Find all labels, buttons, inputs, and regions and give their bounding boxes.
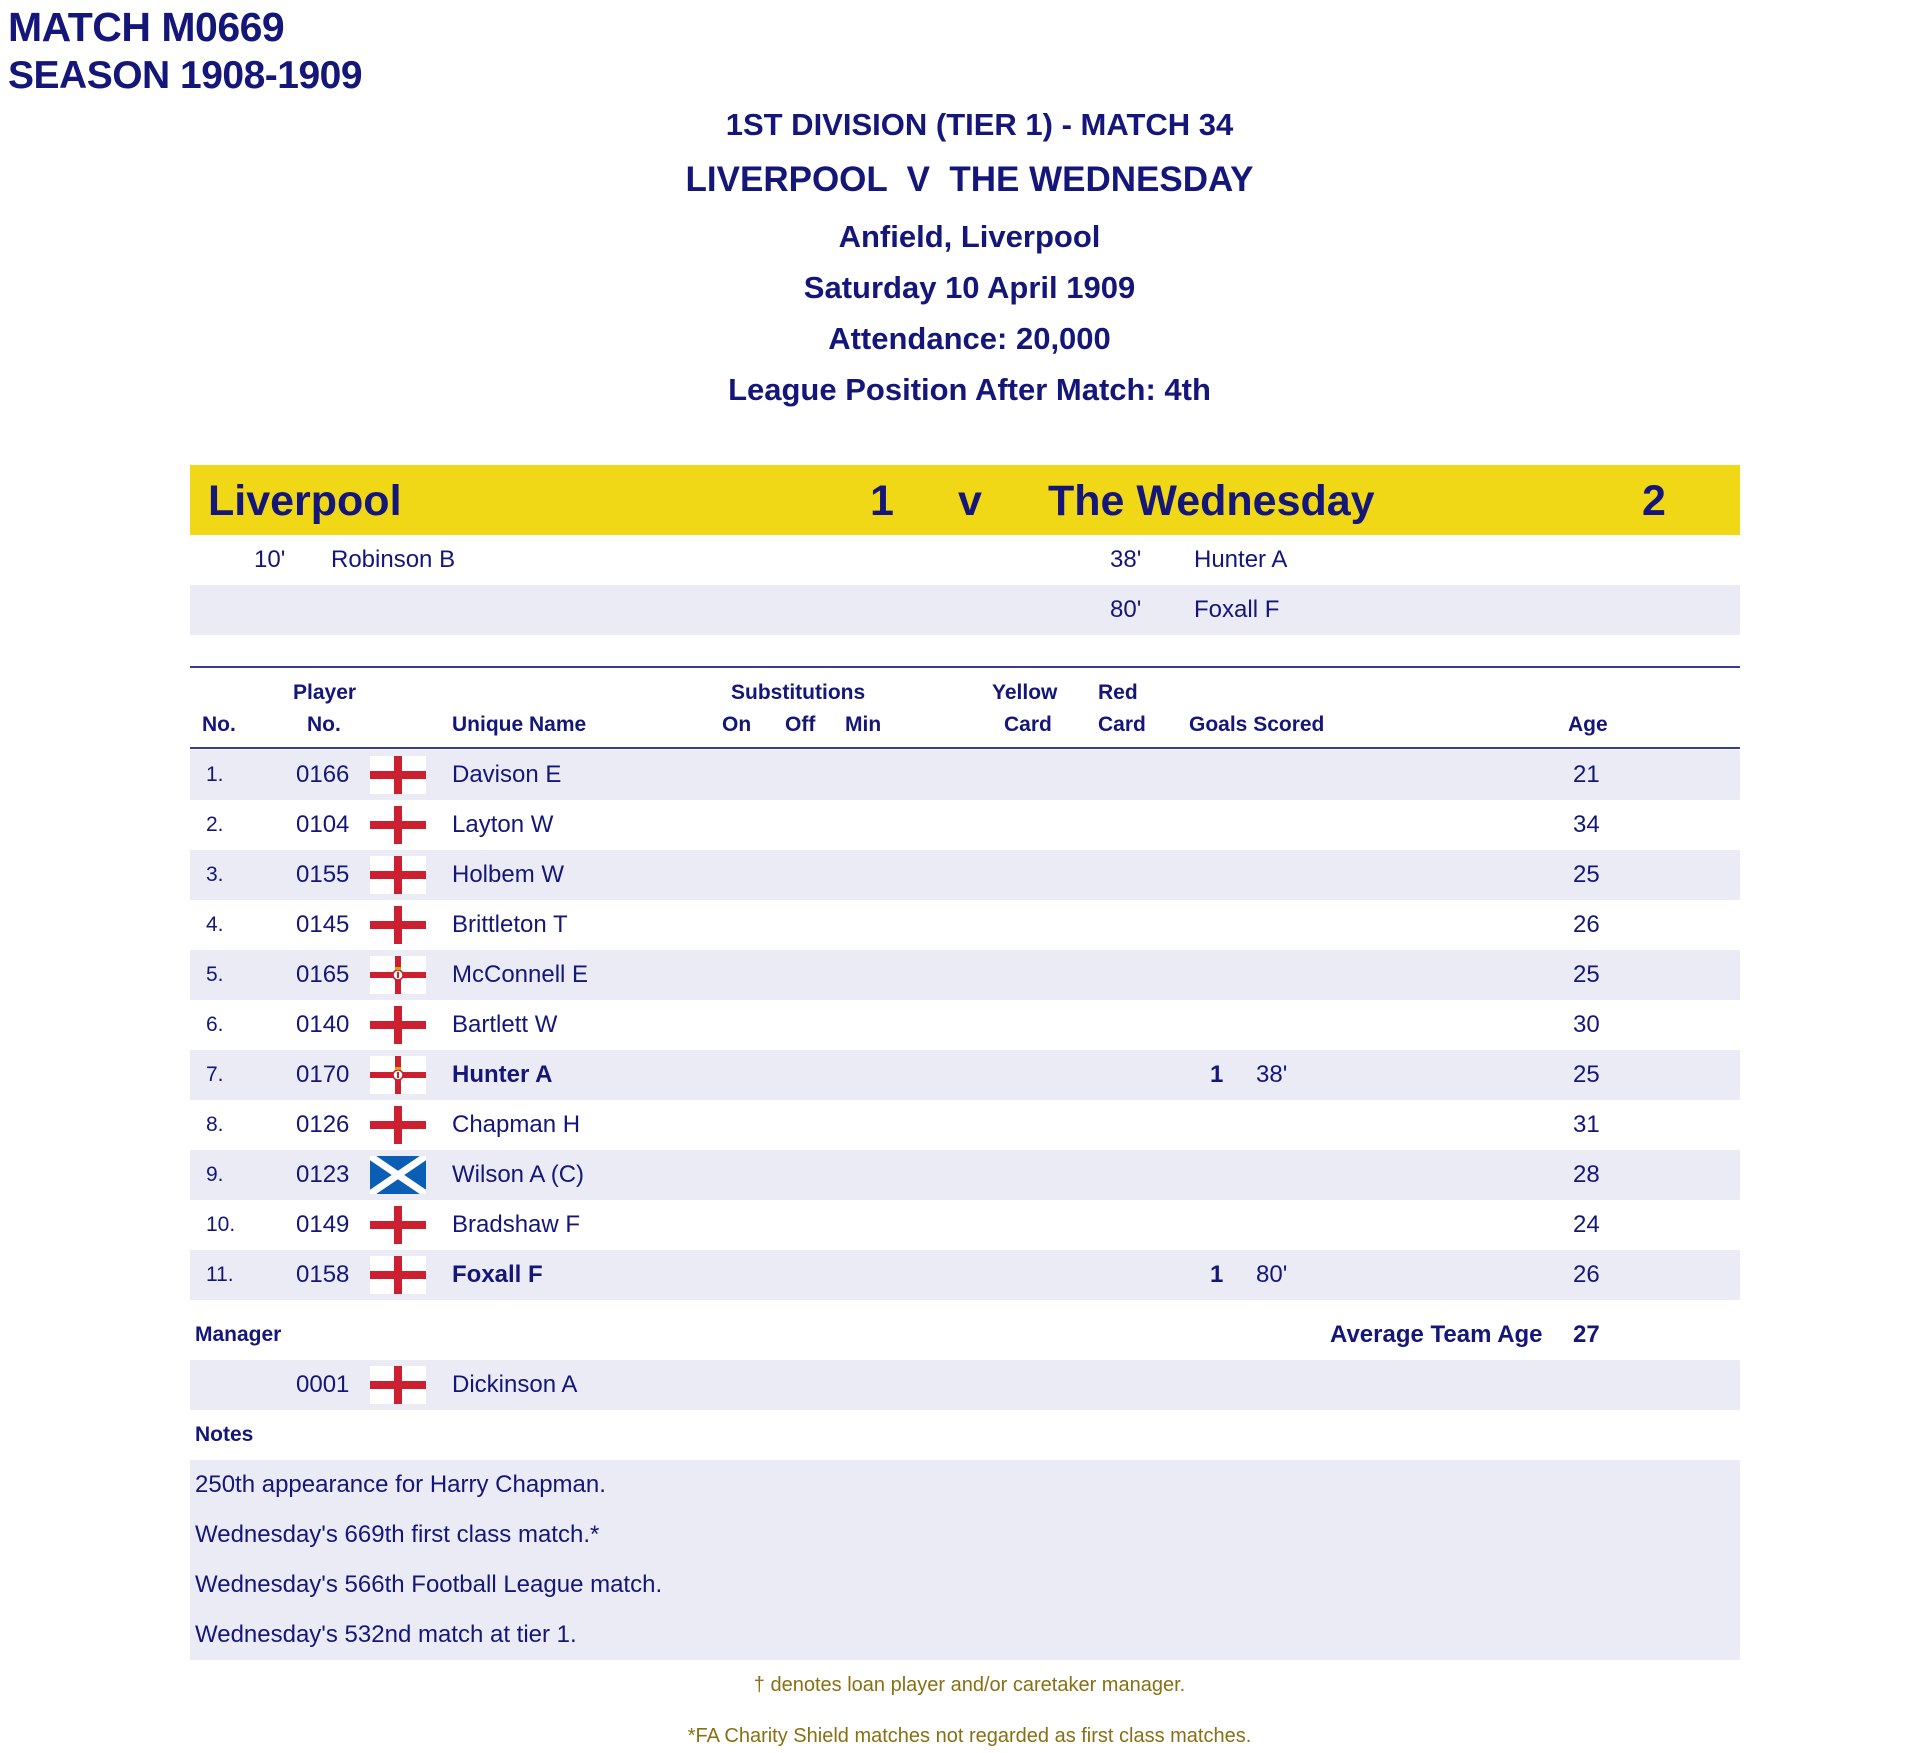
away-scorer-name: Hunter A [1194,546,1288,573]
player-name: Bartlett W [452,1011,558,1038]
loan-footnote: † denotes loan player and/or caretaker manager. [753,1674,1186,1696]
table-row [190,750,1740,800]
player-name: Bradshaw F [452,1211,581,1238]
player-age: 24 [1573,1211,1600,1238]
england-flag-icon [370,1006,426,1044]
row-number: 5. [206,963,224,986]
player-name: Holbem W [452,861,565,888]
row-number: 11. [206,1263,234,1286]
player-name: Wilson A (C) [452,1161,585,1188]
player-age: 28 [1573,1161,1600,1188]
season-title: SEASON 1908-1909 [8,54,363,97]
manager-label: Manager [195,1323,282,1346]
manager-row [190,1360,1740,1410]
row-number: 4. [206,913,224,936]
note-item: Wednesday's 669th first class match.* [195,1521,600,1548]
england-flag-icon [370,1206,426,1244]
player-number: 0104 [296,811,350,838]
notes-heading-row [190,1410,1740,1460]
table-row [190,800,1740,850]
venue: Anfield, Liverpool [838,219,1101,254]
table-row [190,1150,1740,1200]
player-name: Chapman H [452,1111,581,1138]
table-row [190,850,1740,900]
header-no: No. [202,713,236,736]
goals-count: 1 [1210,1261,1224,1288]
england-flag-icon [370,806,426,844]
away-team-name: The Wednesday [1048,477,1375,525]
player-name: Davison E [452,761,562,788]
row-number: 10. [206,1213,236,1236]
header-red-top: Red [1098,681,1138,704]
note-item: Wednesday's 566th Football League match. [195,1571,663,1598]
header-player-no-bottom: No. [307,713,341,736]
match-id: MATCH M0669 [8,4,285,50]
row-number: 2. [206,813,224,836]
row-number: 3. [206,863,224,886]
table-row [190,1000,1740,1050]
notes-list [190,1460,1740,1660]
table-row [190,1200,1740,1250]
player-name: Brittleton T [452,911,568,938]
home-goals: 1 [870,477,894,525]
player-age: 31 [1573,1111,1600,1138]
player-name: Hunter A [452,1061,553,1088]
row-number: 8. [206,1113,224,1136]
teams-title: LIVERPOOL V THE WEDNESDAY [685,160,1254,199]
row-number: 7. [206,1063,224,1086]
manager-player-no: 0001 [296,1371,350,1398]
goal-minute: 38' [1256,1061,1288,1088]
player-age: 25 [1573,861,1600,888]
player-age: 25 [1573,1061,1600,1088]
row-number: 1. [206,763,224,786]
header-substitutions: Substitutions [731,681,866,704]
england-flag-icon [370,1106,426,1144]
england-flag-icon [370,856,426,894]
score-bar [190,465,1740,535]
player-number: 0165 [296,961,350,988]
table-header-rule [190,747,1740,749]
player-name: McConnell E [452,961,589,988]
england-flag-icon [370,906,426,944]
header-yellow-bottom: Card [1004,713,1052,736]
average-age-label: Average Team Age [1330,1321,1543,1348]
player-age: 30 [1573,1011,1600,1038]
versus-label: v [958,477,982,525]
match-date: Saturday 10 April 1909 [803,270,1136,305]
header-unique-name: Unique Name [452,713,587,736]
row-number: 9. [206,1163,224,1186]
header-sub-on: On [722,713,752,736]
home-scorer-minute: 10' [254,546,286,573]
player-number: 0145 [296,911,350,938]
note-item: 250th appearance for Harry Chapman. [195,1471,606,1498]
charity-footnote: *FA Charity Shield matches not regarded as first class matches. [687,1725,1252,1747]
header-sub-off: Off [785,713,816,736]
england-flag-icon [370,1366,426,1404]
division-title: 1ST DIVISION (TIER 1) - MATCH 34 [725,107,1234,142]
table-row [190,950,1740,1000]
home-scorer-name: Robinson B [331,546,456,573]
attendance: Attendance: 20,000 [828,321,1111,356]
away-goals: 2 [1642,477,1666,525]
header-sub-min: Min [845,713,882,736]
manager-heading-row [190,1310,1740,1360]
manager-name: Dickinson A [452,1371,578,1398]
league-position: League Position After Match: 4th [728,372,1211,407]
average-age-value: 27 [1573,1321,1600,1348]
table-row [190,1050,1740,1100]
player-number: 0158 [296,1261,350,1288]
scorer-row [190,535,1740,585]
notes-label: Notes [195,1423,254,1446]
player-age: 26 [1573,911,1600,938]
away-scorer-minute: 38' [1110,546,1142,573]
away-scorer-minute: 80' [1110,596,1142,623]
away-scorer-name: Foxall F [1194,596,1280,623]
goal-minute: 80' [1256,1261,1288,1288]
row-number: 6. [206,1013,224,1036]
player-number: 0170 [296,1061,350,1088]
scorer-row [190,585,1740,635]
table-top-rule [190,666,1740,668]
header-yellow-top: Yellow [992,681,1058,704]
player-number: 0123 [296,1161,350,1188]
table-row [190,900,1740,950]
player-age: 34 [1573,811,1600,838]
northern-ireland-flag-icon [370,956,426,994]
england-flag-icon [370,1256,426,1294]
player-name: Foxall F [452,1261,543,1288]
table-row [190,1100,1740,1150]
player-number: 0126 [296,1111,350,1138]
header-age: Age [1568,713,1608,736]
player-age: 25 [1573,961,1600,988]
header-red-bottom: Card [1098,713,1146,736]
note-item: Wednesday's 532nd match at tier 1. [195,1621,577,1648]
header-goals-scored: Goals Scored [1189,713,1325,736]
england-flag-icon [370,756,426,794]
header-player-no-top: Player [293,681,357,704]
player-number: 0166 [296,761,350,788]
table-row [190,1250,1740,1300]
player-number: 0155 [296,861,350,888]
home-team-name: Liverpool [208,477,402,525]
goals-count: 1 [1210,1061,1224,1088]
player-age: 21 [1573,761,1600,788]
player-number: 0140 [296,1011,350,1038]
scotland-flag-icon [370,1156,426,1194]
player-name: Layton W [452,811,554,838]
northern-ireland-flag-icon [370,1056,426,1094]
player-age: 26 [1573,1261,1600,1288]
player-number: 0149 [296,1211,350,1238]
